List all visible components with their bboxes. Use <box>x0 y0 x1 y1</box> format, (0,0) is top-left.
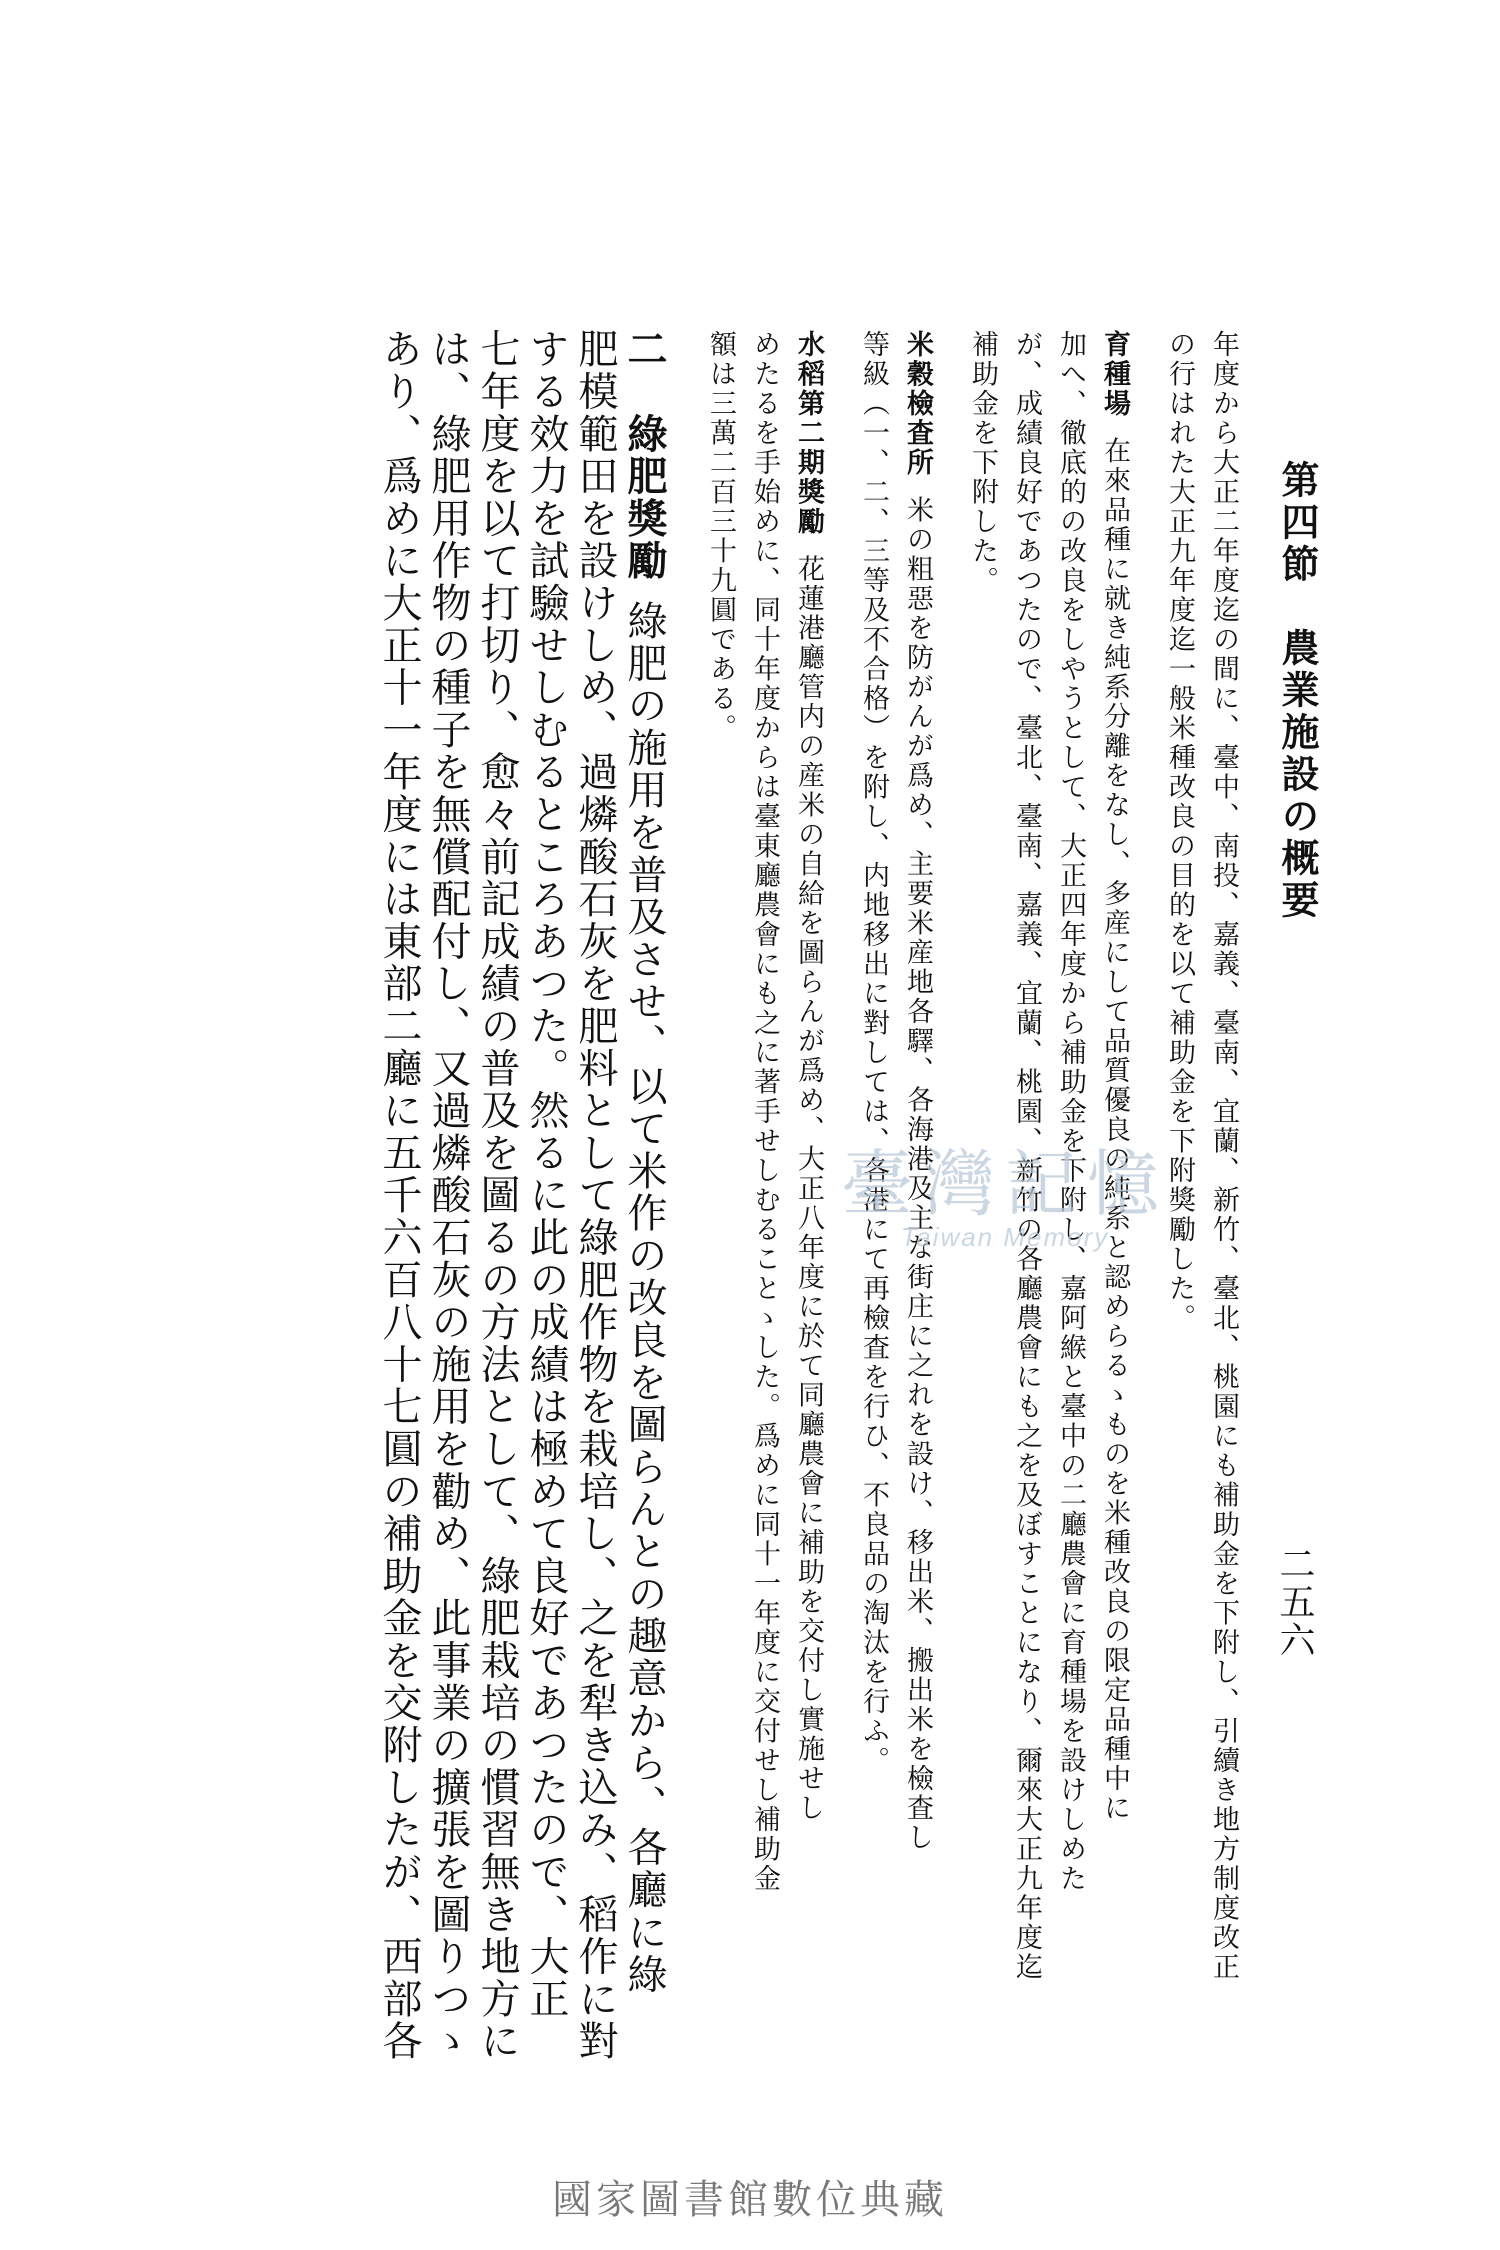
watermark-chinese: 臺灣記憶 <box>840 1141 1169 1226</box>
text-column <box>969 330 996 596</box>
column-heading: 二 綠肥獎勵 <box>621 328 668 582</box>
text-column <box>1057 330 1084 1894</box>
watermark-english: Taiwan Memory <box>900 1221 1110 1252</box>
column-text: 年度から大正二年度迄の間に、臺中、南投、嘉義、臺南、宜蘭、新竹、臺北、桃園にも補助金を下附し、引續き地方制度改正 <box>1208 330 1239 1982</box>
text-column <box>572 328 618 2063</box>
column-text: は、綠肥用作物の種子を無償配付し、又過燐酸石灰の施用を勸め、此事業の擴張を圖りつゝ <box>425 328 471 2063</box>
column-text: の行はれた大正九年度迄一般米種改良の目的を以て補助金を下附獎勵した。 <box>1164 330 1195 1333</box>
text-column <box>795 330 822 1823</box>
text-column <box>621 328 668 1996</box>
text-column <box>1210 330 1237 1982</box>
column-text: 在來品種に就き純系分離をなし、多産にして品質優良の純系と認めらるゝものを米種改良の限定品種中に <box>1099 436 1130 1823</box>
text-column <box>707 330 734 743</box>
column-heading: 水稻第二期獎勵 <box>793 330 824 537</box>
text-column <box>523 328 569 2020</box>
column-text: めたるを手始めに、同十年度からは臺東廳農會にも之に著手せしむることゝした。爲めに同十一年度に交付せし補助金 <box>749 330 780 1894</box>
column-text: あり、爲めに大正十一年度には東部二廳に五千六百八十七圓の補助金を交附したが、西部各 <box>376 328 422 2063</box>
page-number: 二五六 <box>1274 1545 1315 1659</box>
footer-credit: 國家圖書館數位典藏 <box>552 2178 948 2222</box>
text-column <box>904 330 931 1853</box>
column-text: 七年度を以て打切り、愈々前記成績の普及を圖るの方法として、綠肥栽培の慣習無き地方に <box>474 328 520 2063</box>
text-column <box>1013 330 1040 1982</box>
column-text: 加へ、徹底的の改良をしやうとして、大正四年度から補助金を下附し、嘉阿緱と臺中の二廳農會に育種場を設けしめた <box>1055 330 1086 1894</box>
text-column <box>1101 330 1128 1823</box>
text-column <box>425 328 471 2063</box>
text-column <box>860 330 887 1776</box>
column-text: 綠肥の施用を普及させ、以て米作の改良を圖らんとの趣意から、各廳に綠 <box>621 599 667 1996</box>
column-text: が、成績良好であつたので、臺北、臺南、嘉義、宜蘭、桃園、新竹の各廳農會にも之を及ぼすことになり、爾來大正九年度迄 <box>1011 330 1042 1982</box>
text-column <box>1166 330 1193 1333</box>
column-text: 額は三萬二百三十九圓である。 <box>705 330 736 743</box>
column-text: 米の粗惡を防がんが爲め、主要米産地各驛、各海港及主な街庄に之れを設け、移出米、搬出米を檢査し <box>902 495 933 1853</box>
section-title: 第四節 農業施設の概要 <box>1275 460 1320 922</box>
column-text: する效力を試驗せしむるところあつた。然るに此の成績は極めて良好であつたので、大正 <box>523 328 569 2020</box>
column-text: 花蓮港廳管内の産米の自給を圖らんが爲め、大正八年度に於て同廳農會に補助を交付し實施せし <box>793 554 824 1823</box>
column-text: 肥模範田を設けしめ、過燐酸石灰を肥料として綠肥作物を栽培し、之を犁き込み、稻作に對 <box>572 328 618 2063</box>
column-text: 等級（一、二、三等及不合格）を附し、内地移出に對しては、各港にて再檢査を行ひ、不良品の淘汰を行ふ。 <box>858 330 889 1776</box>
column-heading: 育種場 <box>1099 330 1130 419</box>
column-text: 補助金を下附した。 <box>967 330 998 596</box>
text-column <box>751 330 778 1894</box>
column-heading: 米穀檢査所 <box>902 330 933 478</box>
text-column <box>376 328 422 2063</box>
text-column <box>474 328 520 2063</box>
